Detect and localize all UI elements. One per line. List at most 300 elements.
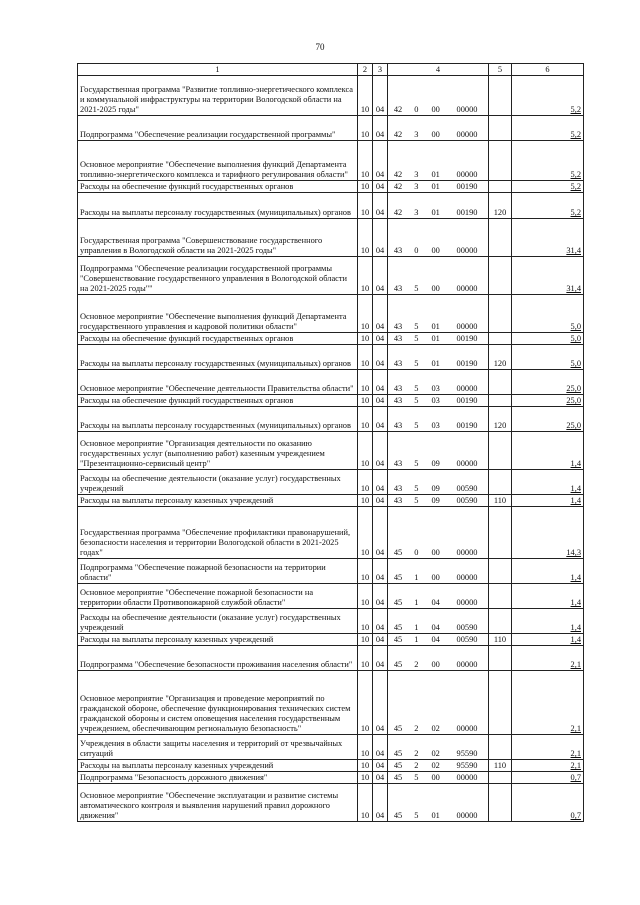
amount-cell: [512, 760, 584, 772]
measure-code: 00: [431, 246, 440, 255]
expense-type-code: [489, 470, 512, 495]
subprogram-code: 5: [414, 811, 419, 820]
table-row: [78, 671, 584, 735]
row-name: Подпрограмма "Обеспечение безопасности проживания населения области": [78, 646, 358, 671]
amount-value: 1,4: [570, 623, 581, 632]
target-article-code: [388, 470, 489, 495]
amount-value: 1,4: [570, 496, 581, 505]
amount-value: 1,4: [570, 635, 581, 644]
target-article-code: [388, 559, 489, 584]
amount-value: 0,7: [570, 773, 581, 782]
amount-cell: [512, 219, 584, 257]
expense-type-code: [489, 181, 512, 193]
row-name: Расходы на обеспечение функций государственных органов: [78, 395, 358, 407]
subsection-code: 04: [373, 772, 388, 784]
subprogram-code: 3: [414, 208, 419, 217]
direction-code: 00000: [456, 384, 478, 393]
amount-value: 2,1: [570, 724, 581, 733]
expense-type-code: [489, 295, 512, 333]
table-row: [78, 784, 584, 822]
row-name: Расходы на выплаты персоналу казенных учреждений: [78, 634, 358, 646]
measure-code: 03: [431, 384, 440, 393]
subprogram-code: 1: [414, 635, 419, 644]
direction-code: 00190: [456, 359, 478, 368]
section-code: 10: [358, 784, 373, 822]
target-article-code: [388, 407, 489, 432]
amount-cell: [512, 193, 584, 219]
row-name: Учреждения в области защиты населения и территорий от чрезвычайных ситуаций: [78, 735, 358, 760]
expense-type-code: 110: [489, 760, 512, 772]
target-article-code: [388, 76, 489, 116]
row-name: Расходы на выплаты персоналу государственных (муниципальных) органов: [78, 407, 358, 432]
program-code: 45: [393, 660, 403, 669]
target-article-code: [388, 181, 489, 193]
expense-type-code: [489, 772, 512, 784]
measure-code: 01: [431, 170, 440, 179]
measure-code: 00: [431, 548, 440, 557]
subprogram-code: 2: [414, 761, 419, 770]
program-code: 43: [393, 384, 403, 393]
expense-type-code: [489, 370, 512, 395]
target-article-code: [388, 141, 489, 181]
table-row: [78, 141, 584, 181]
amount-cell: [512, 333, 584, 345]
subsection-code: 04: [373, 76, 388, 116]
target-article-code: [388, 760, 489, 772]
section-code: 10: [358, 257, 373, 295]
section-code: 10: [358, 646, 373, 671]
program-code: 45: [393, 773, 403, 782]
amount-cell: [512, 507, 584, 559]
measure-code: 03: [431, 396, 440, 405]
measure-code: 02: [431, 724, 440, 733]
amount-value: 1,4: [570, 459, 581, 468]
column-header-4: 4: [388, 64, 489, 76]
expense-type-code: 120: [489, 345, 512, 370]
program-code: 43: [393, 421, 403, 430]
target-article-code: [388, 395, 489, 407]
subsection-code: 04: [373, 333, 388, 345]
amount-value: 5,2: [570, 105, 581, 114]
direction-code: 00000: [456, 811, 478, 820]
row-name: Основное мероприятие "Организация и проведение мероприятий по гражданской обороне, обеспечение функционирования технических систем гражданской обороны и систем оповещения населения государственным учреждением, обеспечивающим региональную безопасность": [78, 671, 358, 735]
expense-type-code: [489, 116, 512, 141]
subsection-code: 04: [373, 345, 388, 370]
section-code: 10: [358, 495, 373, 507]
subprogram-code: 0: [414, 548, 419, 557]
table-row: [78, 609, 584, 634]
amount-cell: [512, 634, 584, 646]
direction-code: 00590: [456, 496, 478, 505]
target-article-code: [388, 295, 489, 333]
section-code: 10: [358, 470, 373, 495]
subsection-code: 04: [373, 470, 388, 495]
table-row: [78, 634, 584, 646]
measure-code: 04: [431, 635, 440, 644]
program-code: 43: [393, 284, 403, 293]
program-code: 42: [393, 182, 403, 191]
measure-code: 01: [431, 182, 440, 191]
expense-type-code: 110: [489, 634, 512, 646]
section-code: 10: [358, 772, 373, 784]
direction-code: 00000: [456, 246, 478, 255]
target-article-code: [388, 671, 489, 735]
subprogram-code: 3: [414, 170, 419, 179]
subprogram-code: 5: [414, 284, 419, 293]
measure-code: 09: [431, 484, 440, 493]
table-row: [78, 559, 584, 584]
section-code: 10: [358, 609, 373, 634]
amount-value: 31,4: [566, 246, 581, 255]
expense-type-code: [489, 76, 512, 116]
amount-cell: [512, 495, 584, 507]
subprogram-code: 5: [414, 773, 419, 782]
amount-cell: [512, 646, 584, 671]
subsection-code: 04: [373, 181, 388, 193]
direction-code: 00000: [456, 105, 478, 114]
target-article-code: [388, 495, 489, 507]
table-row: [78, 257, 584, 295]
expense-type-code: [489, 646, 512, 671]
row-name: Подпрограмма "Безопасность дорожного движения": [78, 772, 358, 784]
amount-cell: [512, 559, 584, 584]
section-code: 10: [358, 407, 373, 432]
table-row: [78, 181, 584, 193]
amount-value: 25,0: [566, 396, 581, 405]
section-code: 10: [358, 219, 373, 257]
subsection-code: 04: [373, 219, 388, 257]
amount-value: 5,2: [570, 170, 581, 179]
measure-code: 00: [431, 284, 440, 293]
subsection-code: 04: [373, 784, 388, 822]
expense-type-code: 110: [489, 495, 512, 507]
table-row: [78, 646, 584, 671]
target-article-code: [388, 432, 489, 470]
program-code: 43: [393, 459, 403, 468]
table-row: [78, 219, 584, 257]
target-article-code: [388, 116, 489, 141]
direction-code: 00190: [456, 396, 478, 405]
expense-type-code: [489, 735, 512, 760]
row-name: Основное мероприятие "Обеспечение эксплуатации и развитие системы автоматического контроля и выявления нарушений правил дорожного движения": [78, 784, 358, 822]
direction-code: 00190: [456, 421, 478, 430]
target-article-code: [388, 735, 489, 760]
amount-cell: [512, 671, 584, 735]
subsection-code: 04: [373, 407, 388, 432]
target-article-code: [388, 257, 489, 295]
expense-type-code: [489, 219, 512, 257]
target-article-code: [388, 333, 489, 345]
amount-cell: [512, 784, 584, 822]
program-code: 43: [393, 396, 403, 405]
row-name: Расходы на выплаты персоналу государственных (муниципальных) органов: [78, 345, 358, 370]
measure-code: 01: [431, 322, 440, 331]
amount-cell: [512, 470, 584, 495]
amount-value: 5,0: [570, 322, 581, 331]
program-code: 45: [393, 761, 403, 770]
target-article-code: [388, 609, 489, 634]
measure-code: 00: [431, 573, 440, 582]
amount-value: 1,4: [570, 573, 581, 582]
expense-type-code: [489, 559, 512, 584]
table-row: [78, 395, 584, 407]
measure-code: 00: [431, 660, 440, 669]
section-code: 10: [358, 760, 373, 772]
table-row: [78, 370, 584, 395]
amount-cell: [512, 395, 584, 407]
target-article-code: [388, 784, 489, 822]
amount-value: 5,2: [570, 130, 581, 139]
amount-value: 25,0: [566, 384, 581, 393]
program-code: 45: [393, 749, 403, 758]
amount-cell: [512, 295, 584, 333]
table-row: [78, 407, 584, 432]
target-article-code: [388, 507, 489, 559]
section-code: 10: [358, 333, 373, 345]
budget-table: [77, 63, 584, 822]
page-number: 70: [315, 42, 325, 52]
direction-code: 95590: [456, 761, 478, 770]
table-row: [78, 193, 584, 219]
subprogram-code: 2: [414, 749, 419, 758]
measure-code: 09: [431, 459, 440, 468]
row-name: Расходы на обеспечение функций государственных органов: [78, 181, 358, 193]
expense-type-code: [489, 395, 512, 407]
program-code: 43: [393, 496, 403, 505]
subsection-code: 04: [373, 116, 388, 141]
amount-cell: [512, 407, 584, 432]
table-row: [78, 116, 584, 141]
subsection-code: 04: [373, 735, 388, 760]
row-name: Государственная программа "Развитие топливно-энергетического комплекса и коммунальной инфраструктуры на территории Вологодской области на 2021-2025 годы": [78, 76, 358, 116]
column-header-5: 5: [489, 64, 512, 76]
amount-value: 5,0: [570, 359, 581, 368]
table-row: [78, 495, 584, 507]
amount-value: 1,4: [570, 484, 581, 493]
row-name: Расходы на выплаты персоналу государственных (муниципальных) органов: [78, 193, 358, 219]
program-code: 42: [393, 170, 403, 179]
subprogram-code: 5: [414, 359, 419, 368]
direction-code: 00000: [456, 773, 478, 782]
expense-type-code: [489, 507, 512, 559]
amount-cell: [512, 76, 584, 116]
direction-code: 00590: [456, 484, 478, 493]
expense-type-code: [489, 333, 512, 345]
expense-type-code: [489, 784, 512, 822]
row-name: Расходы на обеспечение деятельности (оказание услуг) государственных учреждений: [78, 609, 358, 634]
target-article-code: [388, 646, 489, 671]
program-code: 43: [393, 322, 403, 331]
subsection-code: 04: [373, 646, 388, 671]
row-name: Подпрограмма "Обеспечение пожарной безопасности на территории области": [78, 559, 358, 584]
subprogram-code: 5: [414, 322, 419, 331]
section-code: 10: [358, 345, 373, 370]
subsection-code: 04: [373, 395, 388, 407]
amount-value: 2,1: [570, 761, 581, 770]
section-code: 10: [358, 395, 373, 407]
subsection-code: 04: [373, 760, 388, 772]
amount-cell: [512, 584, 584, 609]
row-name: Расходы на обеспечение деятельности (оказание услуг) государственных учреждений: [78, 470, 358, 495]
subprogram-code: 2: [414, 660, 419, 669]
subprogram-code: 5: [414, 334, 419, 343]
program-code: 45: [393, 598, 403, 607]
row-name: Подпрограмма "Обеспечение реализации государственной программы": [78, 116, 358, 141]
measure-code: 00: [431, 105, 440, 114]
direction-code: 00000: [456, 459, 478, 468]
amount-value: 5,0: [570, 334, 581, 343]
measure-code: 01: [431, 359, 440, 368]
table-row: [78, 507, 584, 559]
direction-code: 00000: [456, 660, 478, 669]
direction-code: 00190: [456, 182, 478, 191]
subsection-code: 04: [373, 370, 388, 395]
direction-code: 00000: [456, 598, 478, 607]
amount-cell: [512, 141, 584, 181]
direction-code: 00590: [456, 635, 478, 644]
subprogram-code: 3: [414, 182, 419, 191]
row-name: Расходы на обеспечение функций государственных органов: [78, 333, 358, 345]
amount-cell: [512, 370, 584, 395]
measure-code: 09: [431, 496, 440, 505]
section-code: 10: [358, 193, 373, 219]
section-code: 10: [358, 295, 373, 333]
program-code: 45: [393, 573, 403, 582]
program-code: 45: [393, 811, 403, 820]
program-code: 42: [393, 208, 403, 217]
direction-code: 00000: [456, 130, 478, 139]
target-article-code: [388, 370, 489, 395]
amount-value: 1,4: [570, 598, 581, 607]
section-code: 10: [358, 181, 373, 193]
row-name: Государственная программа "Обеспечение профилактики правонарушений, безопасности населения и территории Вологодской области в 2021-2025 годах": [78, 507, 358, 559]
expense-type-code: 120: [489, 407, 512, 432]
measure-code: 02: [431, 749, 440, 758]
column-header-1: 1: [78, 64, 358, 76]
subprogram-code: 3: [414, 130, 419, 139]
measure-code: 04: [431, 623, 440, 632]
amount-value: 2,1: [570, 749, 581, 758]
section-code: 10: [358, 634, 373, 646]
measure-code: 00: [431, 130, 440, 139]
expense-type-code: [489, 141, 512, 181]
target-article-code: [388, 772, 489, 784]
column-header-6: 6: [512, 64, 584, 76]
subprogram-code: 5: [414, 396, 419, 405]
direction-code: 00000: [456, 548, 478, 557]
subprogram-code: 5: [414, 496, 419, 505]
section-code: 10: [358, 507, 373, 559]
direction-code: 00000: [456, 322, 478, 331]
amount-cell: [512, 772, 584, 784]
row-name: Основное мероприятие "Обеспечение выполнения функций Департамента топливно-энергетического комплекса и тарифного регулирования области": [78, 141, 358, 181]
expense-type-code: [489, 257, 512, 295]
subprogram-code: 5: [414, 484, 419, 493]
amount-cell: [512, 735, 584, 760]
amount-value: 0,7: [570, 811, 581, 820]
program-code: 43: [393, 334, 403, 343]
column-header-3: 3: [373, 64, 388, 76]
subsection-code: 04: [373, 507, 388, 559]
table-row: [78, 432, 584, 470]
row-name: Государственная программа "Совершенствование государственного управления в Вологодской области на 2021-2025 годы": [78, 219, 358, 257]
column-header-2: 2: [358, 64, 373, 76]
program-code: 45: [393, 548, 403, 557]
measure-code: 02: [431, 761, 440, 770]
amount-cell: [512, 116, 584, 141]
table-row: [78, 295, 584, 333]
expense-type-code: [489, 584, 512, 609]
program-code: 45: [393, 724, 403, 733]
program-code: 42: [393, 105, 403, 114]
section-code: 10: [358, 116, 373, 141]
target-article-code: [388, 193, 489, 219]
subprogram-code: 1: [414, 598, 419, 607]
amount-value: 2,1: [570, 660, 581, 669]
amount-value: 31,4: [566, 284, 581, 293]
expense-type-code: [489, 671, 512, 735]
table-row: [78, 735, 584, 760]
section-code: 10: [358, 370, 373, 395]
amount-cell: [512, 181, 584, 193]
table-row: [78, 470, 584, 495]
row-name: Основное мероприятие "Обеспечение выполнения функций Департамента государственного управления и кадровой политики области": [78, 295, 358, 333]
amount-value: 5,2: [570, 208, 581, 217]
program-code: 45: [393, 635, 403, 644]
subsection-code: 04: [373, 671, 388, 735]
measure-code: 00: [431, 773, 440, 782]
subprogram-code: 2: [414, 724, 419, 733]
section-code: 10: [358, 432, 373, 470]
target-article-code: [388, 634, 489, 646]
subsection-code: 04: [373, 141, 388, 181]
amount-cell: [512, 609, 584, 634]
direction-code: 00590: [456, 623, 478, 632]
section-code: 10: [358, 559, 373, 584]
subprogram-code: 1: [414, 573, 419, 582]
row-name: Основное мероприятие "Организация деятельности по оказанию государственных услуг (выполнению работ) казенным учреждением "Презентационно-сервисный центр": [78, 432, 358, 470]
section-code: 10: [358, 584, 373, 609]
row-name: Основное мероприятие "Обеспечение пожарной безопасности на территории области Противопожарной службой области": [78, 584, 358, 609]
amount-value: 14,3: [566, 548, 581, 557]
row-name: Расходы на выплаты персоналу казенных учреждений: [78, 760, 358, 772]
subsection-code: 04: [373, 634, 388, 646]
amount-cell: [512, 257, 584, 295]
subsection-code: 04: [373, 432, 388, 470]
table-row: [78, 333, 584, 345]
measure-code: 01: [431, 208, 440, 217]
subsection-code: 04: [373, 295, 388, 333]
table-row: [78, 772, 584, 784]
subprogram-code: 5: [414, 384, 419, 393]
amount-cell: [512, 432, 584, 470]
subprogram-code: 5: [414, 421, 419, 430]
table-row: [78, 760, 584, 772]
subprogram-code: 0: [414, 246, 419, 255]
row-name: Основное мероприятие "Обеспечение деятельности Правительства области": [78, 370, 358, 395]
program-code: 42: [393, 130, 403, 139]
direction-code: 00000: [456, 724, 478, 733]
amount-cell: [512, 345, 584, 370]
section-code: 10: [358, 735, 373, 760]
row-name: Подпрограмма "Обеспечение реализации государственной программы "Совершенствование государственного управления в Вологодской области на 2021-2025 годы"": [78, 257, 358, 295]
direction-code: 95590: [456, 749, 478, 758]
target-article-code: [388, 584, 489, 609]
subsection-code: 04: [373, 584, 388, 609]
table-row: [78, 584, 584, 609]
measure-code: 03: [431, 421, 440, 430]
direction-code: 00000: [456, 573, 478, 582]
